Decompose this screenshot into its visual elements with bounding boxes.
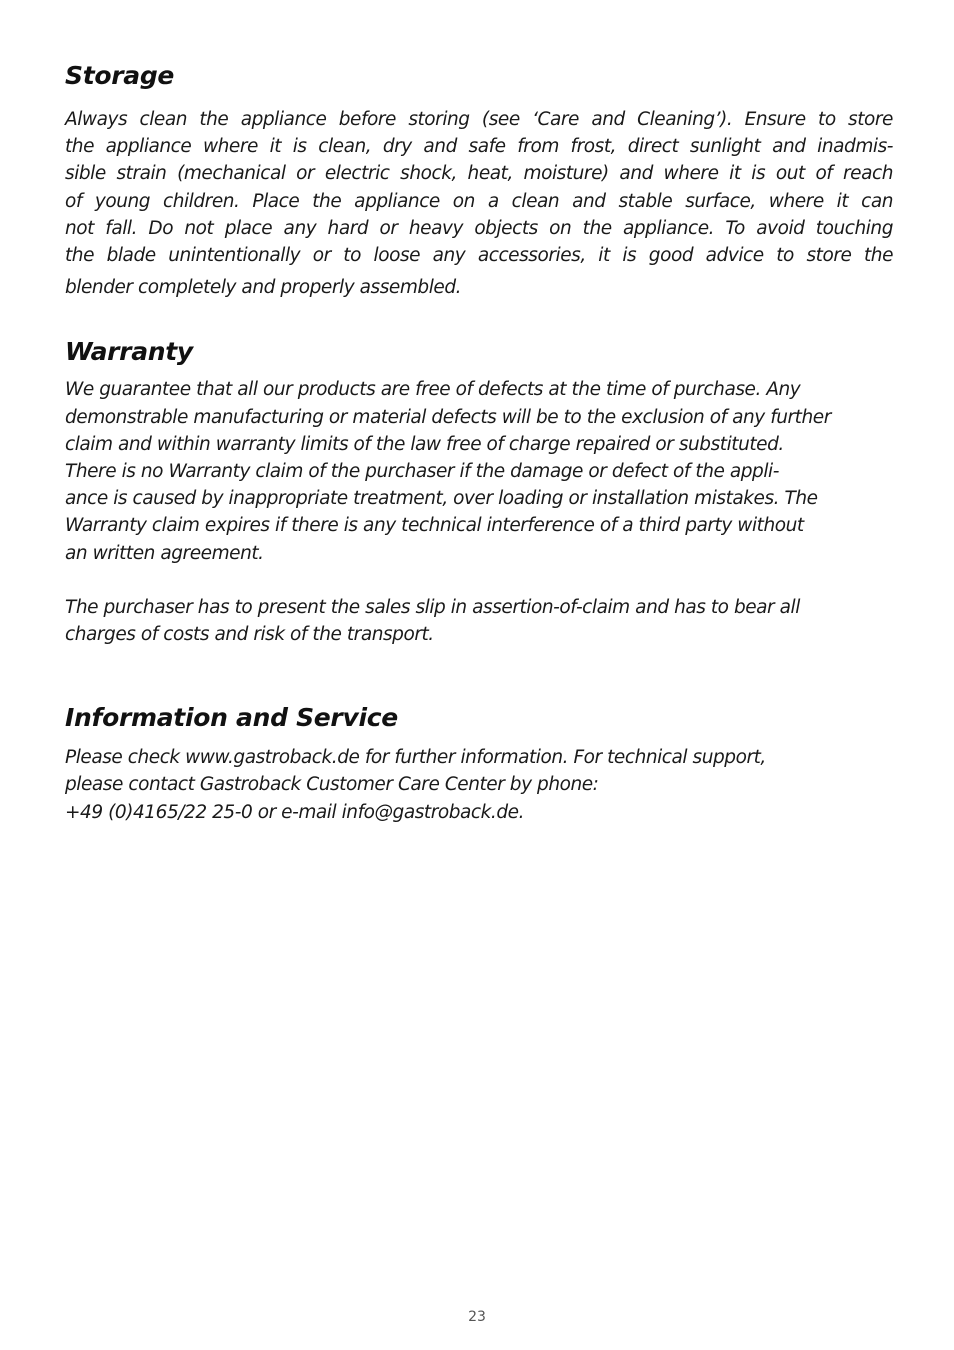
storage-line: of young children. Place the appliance on a clean and stable surface, where it can <box>65 190 893 212</box>
information-line: please contact Gastroback Customer Care Center by phone: <box>65 774 599 796</box>
storage-line: Always clean the appliance before storing (see ‘Care and Cleaning’). Ensure to store <box>65 109 893 130</box>
information-paragraph <box>65 744 893 826</box>
warranty-line: The purchaser has to present the sales slip in assertion-of-claim and has to bear all <box>65 596 800 618</box>
information-line: Please check www.gastroback.de for further information. For technical support, <box>65 747 766 769</box>
warranty-line: an written agreement. <box>65 542 264 564</box>
storage-heading: Storage <box>65 61 175 90</box>
manual-page <box>65 58 893 826</box>
warranty-line: charges of costs and risk of the transport. <box>65 624 434 646</box>
information-heading: Information and Service <box>65 703 398 733</box>
storage-line: the blade unintentionally or to loose any accessories, it is good advice to store the <box>65 245 893 267</box>
information-line: +49 (0)4165/22 25-0 or e-mail info@gastroback.de. <box>65 801 525 823</box>
storage-paragraph <box>65 106 893 301</box>
warranty-line: Warranty claim expires if there is any technical interference of a third party without <box>65 515 804 537</box>
warranty-transport-paragraph <box>65 594 893 648</box>
warranty-line: demonstrable manufacturing or material defects will be to the exclusion of any further <box>65 406 831 428</box>
warranty-line: claim and within warranty limits of the law free of charge repaired or substituted. <box>65 433 784 455</box>
storage-line: not fall. Do not place any hard or heavy objects on the appliance. To avoid touching <box>65 217 893 239</box>
page-number: 23 <box>468 1309 486 1325</box>
warranty-line: ance is caused by inappropriate treatment, over loading or installation mistakes. The <box>65 488 818 510</box>
warranty-line: We guarantee that all our products are free of defects at the time of purchase. Any <box>65 379 801 401</box>
warranty-line: There is no Warranty claim of the purchaser if the damage or defect of the appli- <box>65 461 779 483</box>
storage-line: sible strain (mechanical or electric shock, heat, moisture) and where it is out of reach <box>65 163 893 185</box>
warranty-heading: Warranty <box>65 337 193 367</box>
storage-line: the appliance where it is clean, dry and safe from frost, direct sunlight and inadmis- <box>65 136 893 158</box>
warranty-paragraph <box>65 376 893 566</box>
storage-line: blender completely and properly assembled. <box>65 277 462 299</box>
